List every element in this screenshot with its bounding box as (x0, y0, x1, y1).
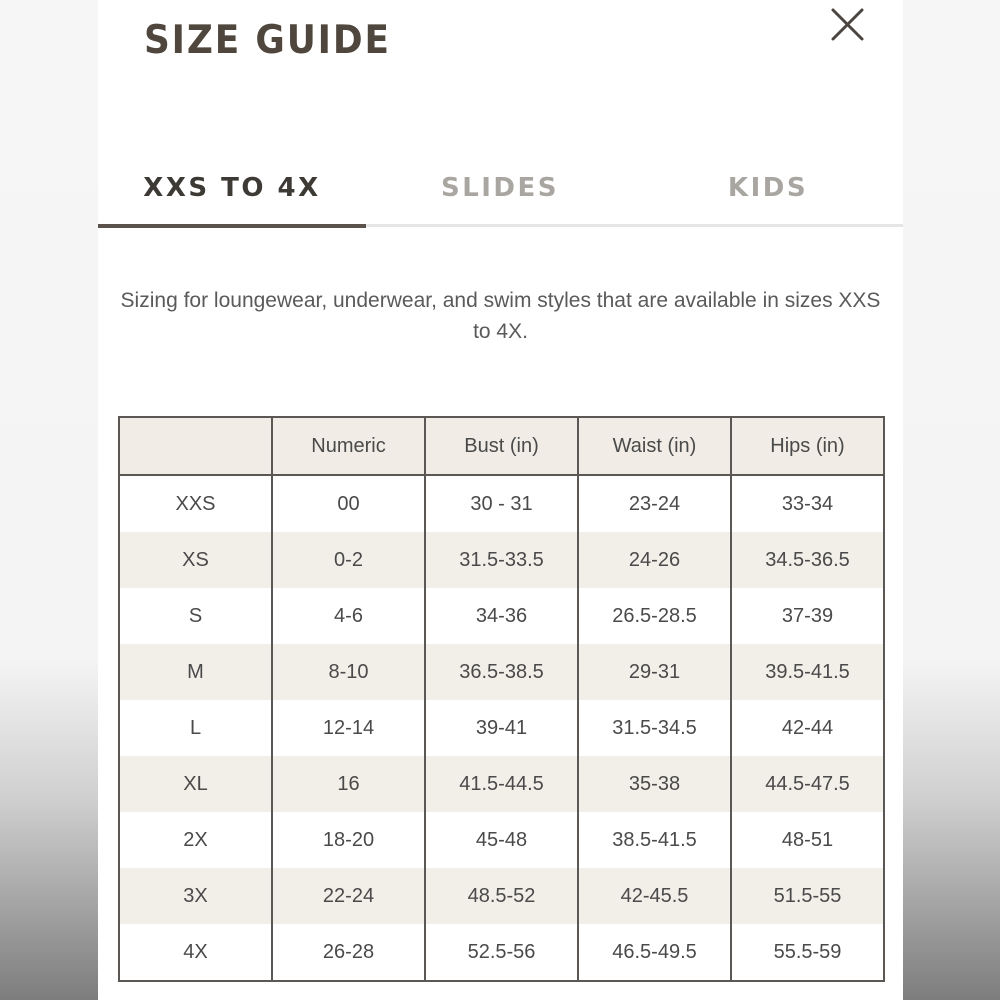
cell-size: 4X (119, 924, 272, 981)
cell-numeric: 8-10 (272, 644, 425, 700)
size-description: Sizing for loungewear, underwear, and swim styles that are available in sizes XXS to 4X. (120, 289, 881, 343)
table-row (119, 812, 884, 868)
table-row (119, 868, 884, 924)
cell-bust: 31.5-33.5 (425, 532, 578, 588)
cell-bust: 52.5-56 (425, 924, 578, 981)
cell-numeric: 00 (272, 475, 425, 532)
cell-bust: 34-36 (425, 588, 578, 644)
cell-waist: 26.5-28.5 (578, 588, 731, 644)
cell-hips: 48-51 (731, 812, 884, 868)
tab-kids[interactable]: KIDS (727, 173, 809, 203)
column-header-hips: Hips (in) (731, 417, 884, 475)
cell-size: XXS (119, 475, 272, 532)
cell-bust: 39-41 (425, 700, 578, 756)
column-header-numeric: Numeric (272, 417, 425, 475)
cell-numeric: 26-28 (272, 924, 425, 981)
cell-bust: 45-48 (425, 812, 578, 868)
cell-numeric: 18-20 (272, 812, 425, 868)
table-row (119, 588, 884, 644)
cell-waist: 24-26 (578, 532, 731, 588)
cell-bust: 41.5-44.5 (425, 756, 578, 812)
cell-hips: 34.5-36.5 (731, 532, 884, 588)
page-title: SIZE GUIDE (144, 18, 391, 63)
size-table (118, 416, 885, 982)
cell-hips: 51.5-55 (731, 868, 884, 924)
table-row (119, 532, 884, 588)
column-header-size (119, 417, 272, 475)
close-icon (828, 4, 868, 44)
cell-hips: 33-34 (731, 475, 884, 532)
cell-hips: 44.5-47.5 (731, 756, 884, 812)
cell-numeric: 16 (272, 756, 425, 812)
cell-waist: 31.5-34.5 (578, 700, 731, 756)
cell-size: L (119, 700, 272, 756)
cell-waist: 35-38 (578, 756, 731, 812)
cell-hips: 55.5-59 (731, 924, 884, 981)
column-header-waist: Waist (in) (578, 417, 731, 475)
cell-numeric: 4-6 (272, 588, 425, 644)
cell-hips: 39.5-41.5 (731, 644, 884, 700)
cell-size: 3X (119, 868, 272, 924)
cell-size: S (119, 588, 272, 644)
cell-waist: 46.5-49.5 (578, 924, 731, 981)
cell-numeric: 12-14 (272, 700, 425, 756)
cell-waist: 29-31 (578, 644, 731, 700)
tab-slides[interactable]: SLIDES (440, 173, 560, 203)
cell-size: 2X (119, 812, 272, 868)
close-button[interactable] (828, 4, 868, 44)
cell-hips: 37-39 (731, 588, 884, 644)
table-row (119, 644, 884, 700)
table-body (119, 475, 884, 981)
column-header-bust: Bust (in) (425, 417, 578, 475)
cell-bust: 30 - 31 (425, 475, 578, 532)
table-row (119, 700, 884, 756)
cell-size: M (119, 644, 272, 700)
cell-size: XS (119, 532, 272, 588)
cell-numeric: 0-2 (272, 532, 425, 588)
cell-waist: 38.5-41.5 (578, 812, 731, 868)
tab-xxs-to-4x[interactable]: XXS TO 4X (143, 173, 321, 203)
size-guide-modal (98, 0, 903, 1000)
cell-waist: 42-45.5 (578, 868, 731, 924)
cell-numeric: 22-24 (272, 868, 425, 924)
active-tab-indicator (98, 224, 366, 228)
cell-hips: 42-44 (731, 700, 884, 756)
cell-bust: 48.5-52 (425, 868, 578, 924)
table-row (119, 475, 884, 532)
table-row (119, 924, 884, 981)
table-row (119, 756, 884, 812)
cell-waist: 23-24 (578, 475, 731, 532)
cell-bust: 36.5-38.5 (425, 644, 578, 700)
table-header-row (119, 417, 884, 475)
cell-size: XL (119, 756, 272, 812)
size-tabs (98, 150, 903, 228)
